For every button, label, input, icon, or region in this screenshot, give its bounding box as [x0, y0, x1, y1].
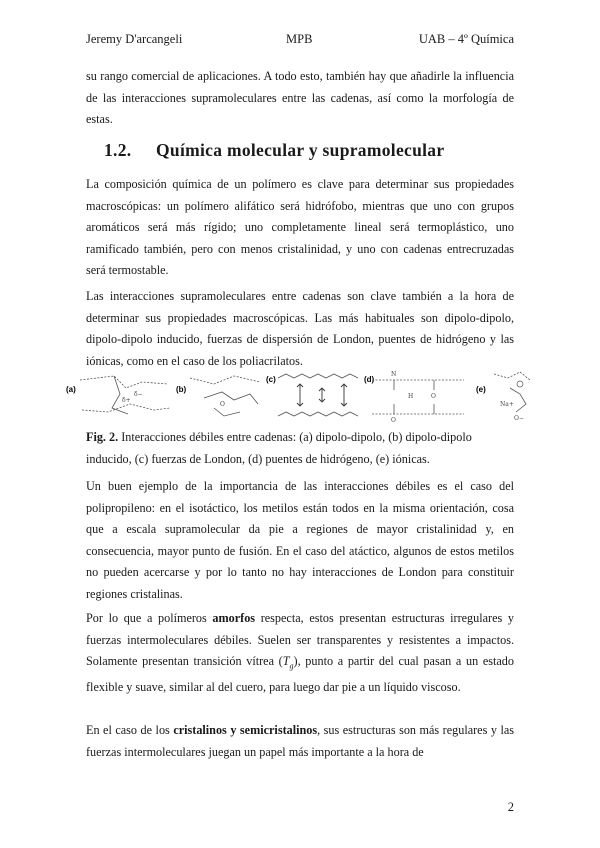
page-number: 2 — [507, 800, 514, 814]
figure-panel-d — [364, 371, 464, 424]
paragraph-amorphous: Por lo que a polímeros amorfos respecta, estos presentan estructuras irregulares y fuerzas intermoleculares débiles. Suelen ser transparentes y resistentes a impactos. Solamente presentan transición vítrea $(T_g)$, punto a partir del cual pasan a un estado flexible y suave, similar al del cuero, para luego dar pie a un líquido viscoso. — [86, 611, 514, 694]
panel-label-b: (b) — [176, 385, 187, 394]
keyword-amorphous: amorfos — [212, 611, 256, 625]
paragraph-composition: La composición química de un polímero es clave para determinar sus propiedades macroscópicas: un polímero alifático será hidrófobo, mientras que uno con grupos aromáticos será más rígido; uno completamente lineal será termoplástico, uno ramificado también, pero con menos cristalinidad, y uno con cadenas entrecruzadas será termostable. — [86, 177, 514, 277]
paragraph-crystalline: En el caso de los cristalinos y semicristalinos, sus estructuras son más regulares y las fuerzas intermoleculares juegan un papel más importante a la hora de — [86, 723, 514, 759]
svg-text:O: O — [431, 393, 436, 400]
paragraph-interactions: Las interacciones supramoleculares entre cadenas son clave también a la hora de determinar sus propiedades macroscópicas. Las más habituales son dipolo-dipolo, dipolo-dipolo inducido, fuerzas de dispersión de London, puentes de hidrógeno y las iónicas, como en el caso de los poliacrilatos. — [86, 289, 514, 368]
svg-text:O: O — [391, 417, 396, 424]
svg-text:Na+: Na+ — [500, 401, 514, 408]
svg-text:N: N — [391, 371, 397, 378]
panel-label-e: (e) — [476, 385, 486, 394]
section-heading — [104, 140, 444, 161]
figure-caption — [86, 427, 514, 470]
glass-transition-subscript: g — [289, 661, 294, 671]
svg-text:O−: O− — [514, 415, 524, 422]
figure-panel-b — [176, 376, 260, 416]
figure-caption-text: Interacciones débiles entre cadenas: (a) dipolo-dipolo, (b) dipolo-dipolo inducido, (c) fuerzas de London, (d) puentes de hidrógeno, (e) iónicas. — [86, 430, 472, 466]
panel-label-d: (d) — [364, 375, 375, 384]
header-institution: UAB – 4º Química — [418, 32, 514, 46]
figure-caption-label: Fig. 2. — [86, 430, 119, 444]
svg-text:H: H — [408, 393, 414, 400]
section-number: 1.2. — [104, 140, 132, 160]
figure-panel-c — [266, 374, 358, 416]
svg-text:δ+: δ+ — [122, 397, 131, 404]
header-course: MPB — [286, 32, 313, 46]
panel-label-c: (c) — [266, 375, 276, 384]
paragraph-polypropylene: Un buen ejemplo de la importancia de las interacciones débiles es el caso del polipropileno: en el isotáctico, los metilos están todos en la misma orientación, cosa que a escala supramolecular da pie a regiones de mayor cristalinidad y, en consecuencia, mayor punto de fusión. En el caso del atáctico, algunos de estos metilos no pueden acercarse y por lo tanto no hay interacciones de London para constituir regiones cristalinas. — [86, 479, 514, 601]
panel-label-a: (a) — [66, 385, 76, 394]
figure-panel-a — [66, 376, 170, 414]
figure-interactions — [64, 368, 534, 424]
svg-text:O: O — [220, 401, 225, 408]
intro-paragraph: su rango comercial de aplicaciones. A todo esto, también hay que añadirle la influencia de las interacciones supramoleculares entre las cadenas, así como la morfología de estas. — [86, 69, 514, 126]
section-title: Química molecular y supramolecular — [156, 140, 445, 160]
svg-text:δ−: δ− — [134, 391, 143, 398]
glass-transition-symbol: T — [282, 654, 290, 668]
header-author: Jeremy D'arcangeli — [86, 32, 183, 46]
keyword-crystalline: cristalinos y semicristalinos — [173, 723, 318, 737]
figure-panel-e — [476, 372, 530, 422]
